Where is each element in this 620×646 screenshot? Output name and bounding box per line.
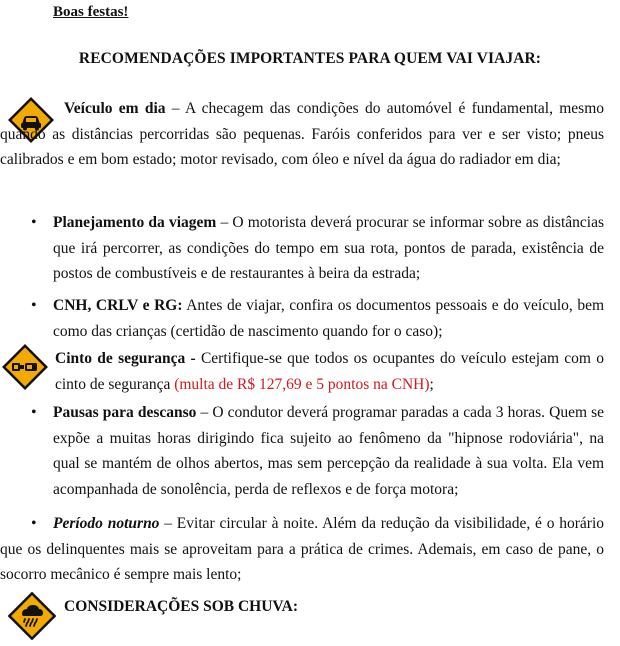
- item-noturno-sep: –: [159, 515, 177, 532]
- item-planejamento-text: O motorista deverá procurar se informar sobre as distâncias que irá percorrer, as condições do tempo em sua rota, pontos de parada, existência de postos de combustíveis e de restaurantes à beira da estrada;: [53, 214, 604, 282]
- item-noturno-title: Período noturno: [53, 515, 160, 532]
- item-cinto-text: Certifique-se que todos os ocupantes do veículo estejam com o cinto de segurança: [55, 350, 604, 393]
- item-veiculo-sep: –: [165, 100, 185, 117]
- item-cinto: [55, 346, 604, 397]
- item-pausas-text: O condutor deverá programar paradas a cada 3 horas. Quem se expõe a muitas horas dirigindo fica sujeito ao fenômeno da "hipnose rodoviária", na qual se mantém de olhos abertos, mas sem percepção da realidade à sua volta. Ela vem acompanhada de sonolência, perda de reflexos e de força motora;: [53, 404, 605, 498]
- item-chuva: [64, 594, 604, 620]
- page-title: RECOMENDAÇÕES IMPORTANTES PARA QUEM VAI VIAJAR:: [78, 50, 542, 67]
- bullet-icon: •: [31, 214, 37, 231]
- item-veiculo-text: A checagem das condições do automóvel é fundamental, mesmo quando as distâncias percorridas são pequenas. Faróis conferidos para ver e ser visto; pneus calibrados e em bom estado; motor revisado, com óleo e nível da água do radiador em dia;: [0, 100, 604, 168]
- item-cinto-end: ;: [429, 375, 434, 393]
- item-pausas-title: Pausas para descanso: [53, 404, 197, 421]
- item-veiculo-title: Veículo em dia: [64, 100, 166, 117]
- item-noturno-text: Evitar circular à noite. Além da redução da visibilidade, é o horário que os delinquentes mais se aproveitam para a prática de crimes. Ademais, em caso de pane, o socorro mecânico é sempre mais lento;: [0, 515, 605, 583]
- rain-warning-sign-icon: [8, 592, 56, 640]
- bullet-icon: •: [31, 297, 37, 314]
- bullet-icon: •: [31, 515, 37, 532]
- item-planejamento-sep: –: [216, 214, 233, 231]
- seatbelt-warning-sign-icon: [2, 344, 48, 390]
- item-planejamento: [53, 210, 604, 287]
- item-planejamento-title: Planejamento da viagem: [53, 214, 217, 231]
- item-cinto-title: Cinto de segurança -: [55, 350, 196, 367]
- item-chuva-title: CONSIDERAÇÕES SOB CHUVA:: [64, 598, 298, 615]
- bullet-icon: •: [31, 404, 37, 421]
- item-veiculo: [0, 96, 604, 173]
- item-noturno: [0, 511, 604, 588]
- fine-notice: (multa de R$ 127,69 e 5 pontos na CNH): [174, 375, 430, 393]
- item-documentos-title: CNH, CRLV e RG:: [53, 297, 183, 314]
- item-pausas-sep: –: [196, 404, 213, 421]
- item-documentos: [53, 293, 604, 344]
- greeting: Boas festas!: [53, 4, 129, 20]
- item-documentos-text: Antes de viajar, confira os documentos pessoais e do veículo, bem como das crianças (certidão de nascimento quando for o caso);: [53, 297, 605, 340]
- item-pausas: [53, 400, 604, 502]
